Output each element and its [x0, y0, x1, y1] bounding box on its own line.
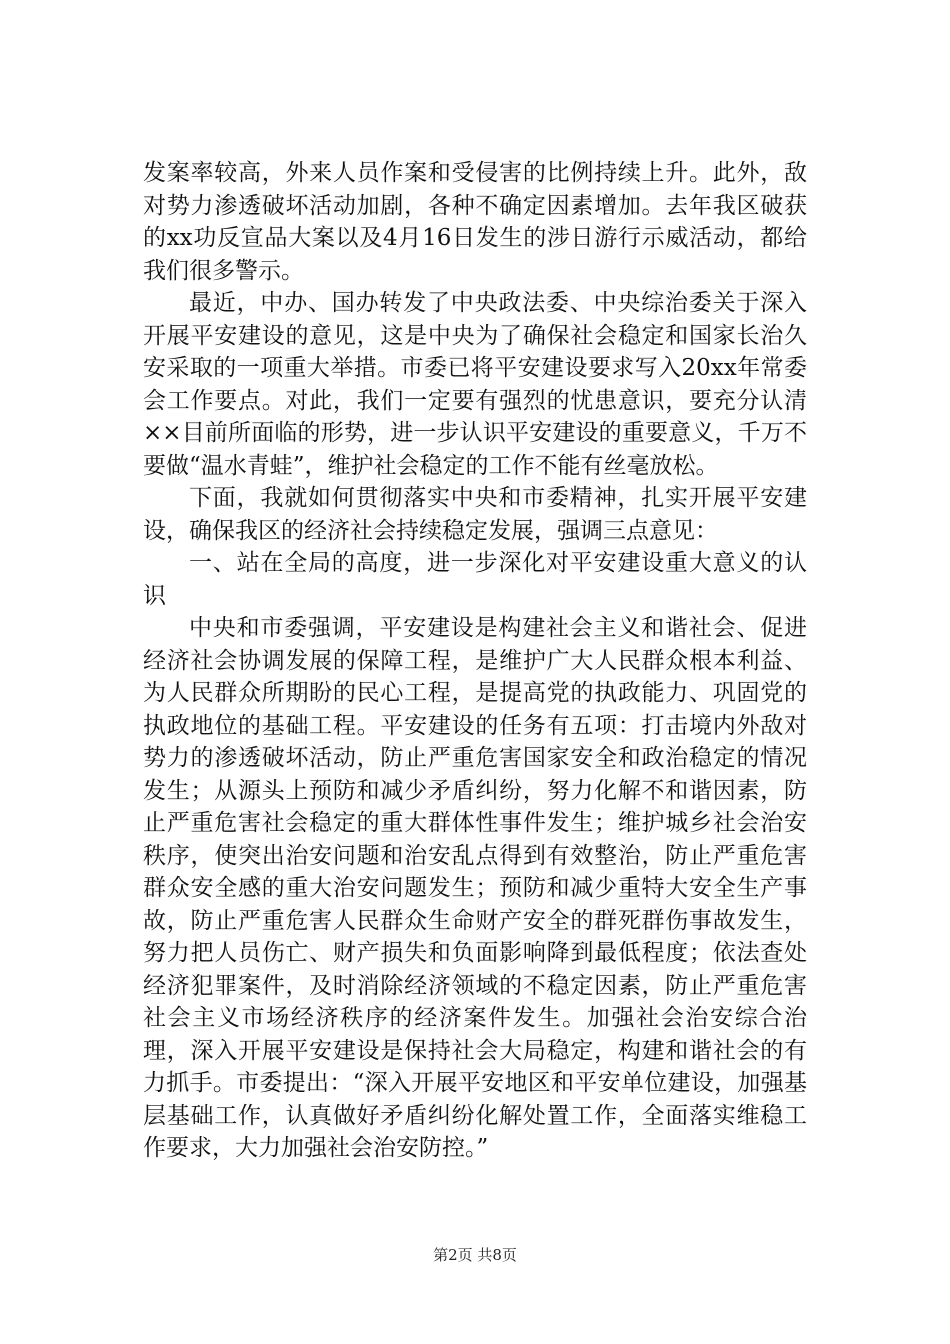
- document-body: [143, 157, 807, 1165]
- paragraph-1: 发案率较高，外来人员作案和受侵害的比例持续上升。此外，敌对势力渗透破坏活动加剧，各种不确定因素增加。去年我区破获的xx功反宣品大案以及4月16日发生的涉日游行示威活动，都给我们很多警示。: [143, 160, 807, 284]
- paragraph-2: 最近，中办、国办转发了中央政法委、中央综治委关于深入开展平安建设的意见，这是中央为了确保社会稳定和国家长治久安采取的一项重大举措。市委已将平安建设要求写入20xx年常委会工作要点。对此，我们一定要有强烈的忧患意识，要充分认清××目前所面临的形势，进一步认识平安建设的重要意义，千万不要做“温水青蛙”，维护社会稳定的工作不能有丝毫放松。: [143, 290, 807, 479]
- page-footer: 第2页 共8页: [433, 1246, 517, 1264]
- paragraph-4: 中央和市委强调，平安建设是构建社会主义和谐社会、促进经济社会协调发展的保障工程，是维护广大人民群众根本利益、为人民群众所期盼的民心工程，是提高党的执政能力、巩固党的执政地位的基础工程。平安建设的任务有五项：打击境内外敌对势力的渗透破坏活动，防止严重危害国家安全和政治稳定的情况发生；从源头上预防和减少矛盾纠纷，努力化解不和谐因素，防止严重危害社会稳定的重大群体性事件发生；维护城乡社会治安秩序，使突出治安问题和治安乱点得到有效整治，防止严重危害群众安全感的重大治安问题发生；预防和减少重特大安全生产事故，防止严重危害人民群众生命财产安全的群死群伤事故发生，努力把人员伤亡、财产损失和负面影响降到最低程度；依法查处经济犯罪案件，及时消除经济领域的不稳定因素，防止严重危害社会主义市场经济秩序的经济案件发生。加强社会治安综合治理，深入开展平安建设是保持社会大局稳定，构建和谐社会的有力抓手。市委提出：“深入开展平安地区和平安单位建设，加强基层基础工作，认真做好矛盾纠纷化解处置工作，全面落实维稳工作要求，大力加强社会治安防控。”: [143, 615, 807, 1161]
- section-heading-1: 一、站在全局的高度，进一步深化对平安建设重大意义的认识: [143, 550, 807, 609]
- paragraph-3: 下面，我就如何贯彻落实中央和市委精神，扎实开展平安建设，确保我区的经济社会持续稳定发展，强调三点意见：: [143, 485, 807, 544]
